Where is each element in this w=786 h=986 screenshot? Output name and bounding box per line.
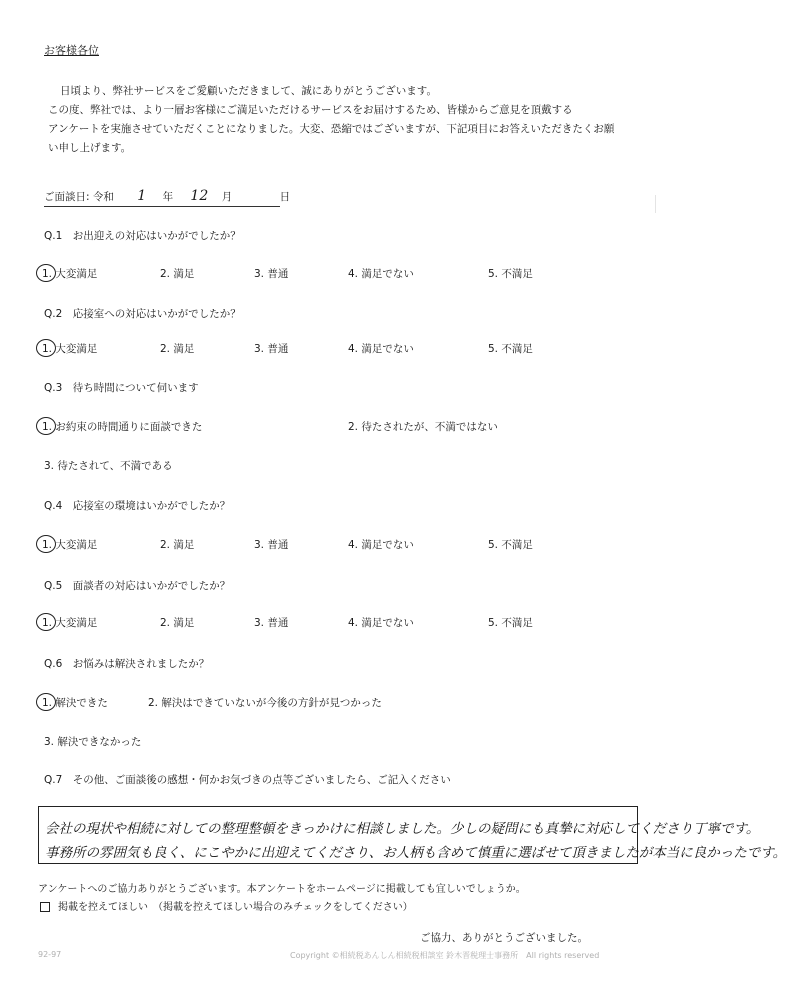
comment-box[interactable] [38, 806, 786, 864]
q3-option-2[interactable]: 2. 待たされたが、不満ではない [348, 421, 498, 433]
q2-option-5[interactable]: 5. 不満足 [488, 343, 533, 355]
q2-question: Q.2 応接室への対応はいかがでしたか？ [44, 308, 241, 320]
q2-option-2[interactable]: 2. 満足 [160, 343, 195, 355]
intro-paragraph [48, 82, 668, 158]
footer-code: 92-97 [38, 950, 62, 959]
q5-option-1[interactable]: 1. 大変満足 [42, 617, 98, 629]
consent-question: アンケートへのご協力ありがとうございます。本アンケートをホームページに掲載しても宜しいでしょうか。 [38, 884, 526, 895]
q4-option-1[interactable]: 1. 大変満足 [42, 539, 98, 551]
comment-line-2: 事務所の雰囲気も良く、にこやかに出迎えてくださり、お人柄も含めて慎重に選ばせて頂きましたが本当に良かったです。 [45, 845, 786, 861]
q6-option-2[interactable]: 2. 解決はできていないが今後の方針が見つかった [148, 697, 382, 709]
q2-option-1[interactable]: 1. 大変満足 [42, 343, 98, 355]
interview-date-row [44, 188, 291, 207]
q2-option-4[interactable]: 4. 満足でない [348, 343, 414, 355]
q2-option-3[interactable]: 3. 普通 [254, 343, 289, 355]
consent-checkbox-label: 掲載を控えてほしい （掲載を控えてほしい場合のみチェックをしてください） [58, 902, 413, 913]
q3-question: Q.3 待ち時間について伺います [44, 382, 199, 394]
consent-row[interactable] [40, 898, 413, 913]
q4-option-2[interactable]: 2. 満足 [160, 539, 195, 551]
q4-option-5[interactable]: 5. 不満足 [488, 539, 533, 551]
q1-option-1[interactable]: 1. 大変満足 [42, 268, 98, 280]
q5-option-4[interactable]: 4. 満足でない [348, 617, 414, 629]
q5-option-3[interactable]: 3. 普通 [254, 617, 289, 629]
q6-option-1[interactable]: 1. 解決できた [42, 697, 108, 709]
q6-option-3[interactable]: 3. 解決できなかった [44, 736, 142, 748]
scroll-mark [655, 195, 656, 213]
comment-line-1: 会社の現状や相続に対しての整理整頓をきっかけに相談しました。少しの疑問にも真摯に対応してくださり丁寧です。 [45, 821, 760, 837]
date-year-label: 年 [162, 191, 174, 203]
date-month-label: 月 [221, 191, 233, 203]
q1-option-3[interactable]: 3. 普通 [254, 268, 289, 280]
q4-question: Q.4 応接室の環境はいかがでしたか？ [44, 500, 231, 512]
consent-checkbox[interactable] [40, 902, 50, 912]
thanks-message: ご協力、ありがとうございました。 [420, 932, 588, 944]
q6-question: Q.6 お悩みは解決されましたか？ [44, 658, 210, 670]
q7-question: Q.7 その他、ご面談後の感想・何かお気づきの点等ございましたら、ご記入ください [44, 774, 451, 786]
date-label: ご面談日: 令和 [44, 191, 114, 203]
q4-option-3[interactable]: 3. 普通 [254, 539, 289, 551]
q5-question: Q.5 面談者の対応はいかがでしたか？ [44, 580, 231, 592]
date-month-value: 12 [190, 188, 209, 204]
q3-option-3[interactable]: 3. 待たされて、不満である [44, 460, 173, 472]
date-year-value: 1 [137, 188, 147, 204]
page-title: お客様各位 [44, 44, 99, 57]
q3-option-1[interactable]: 1. お約束の時間通りに面談できた [42, 421, 203, 433]
q1-option-5[interactable]: 5. 不満足 [488, 268, 533, 280]
intro-line-1: 日頃より、弊社サービスをご愛顧いただきまして、誠にありがとうございます。 [60, 85, 437, 97]
q5-option-2[interactable]: 2. 満足 [160, 617, 195, 629]
q1-option-2[interactable]: 2. 満足 [160, 268, 195, 280]
q4-option-4[interactable]: 4. 満足でない [348, 539, 414, 551]
date-day-label: 日 [279, 191, 291, 203]
q1-question: Q.1 お出迎えの対応はいかがでしたか？ [44, 230, 241, 242]
intro-line-2: この度、弊社では、より一層お客様にご満足いただけるサービスをお届けするため、皆様からご意見を頂戴する [48, 104, 573, 116]
q5-option-5[interactable]: 5. 不満足 [488, 617, 533, 629]
intro-line-3: アンケートを実施させていただくことになりました。大変、恐縮ではございますが、下記項目にお答えいただきたくお願 [48, 123, 615, 135]
footer-copyright: Copyright ©相続税あんしん相続税相談室 鈴木晋税理士事務所 All rights reserved [290, 951, 600, 960]
q1-option-4[interactable]: 4. 満足でない [348, 268, 414, 280]
intro-line-4: い申し上げます。 [48, 142, 132, 154]
